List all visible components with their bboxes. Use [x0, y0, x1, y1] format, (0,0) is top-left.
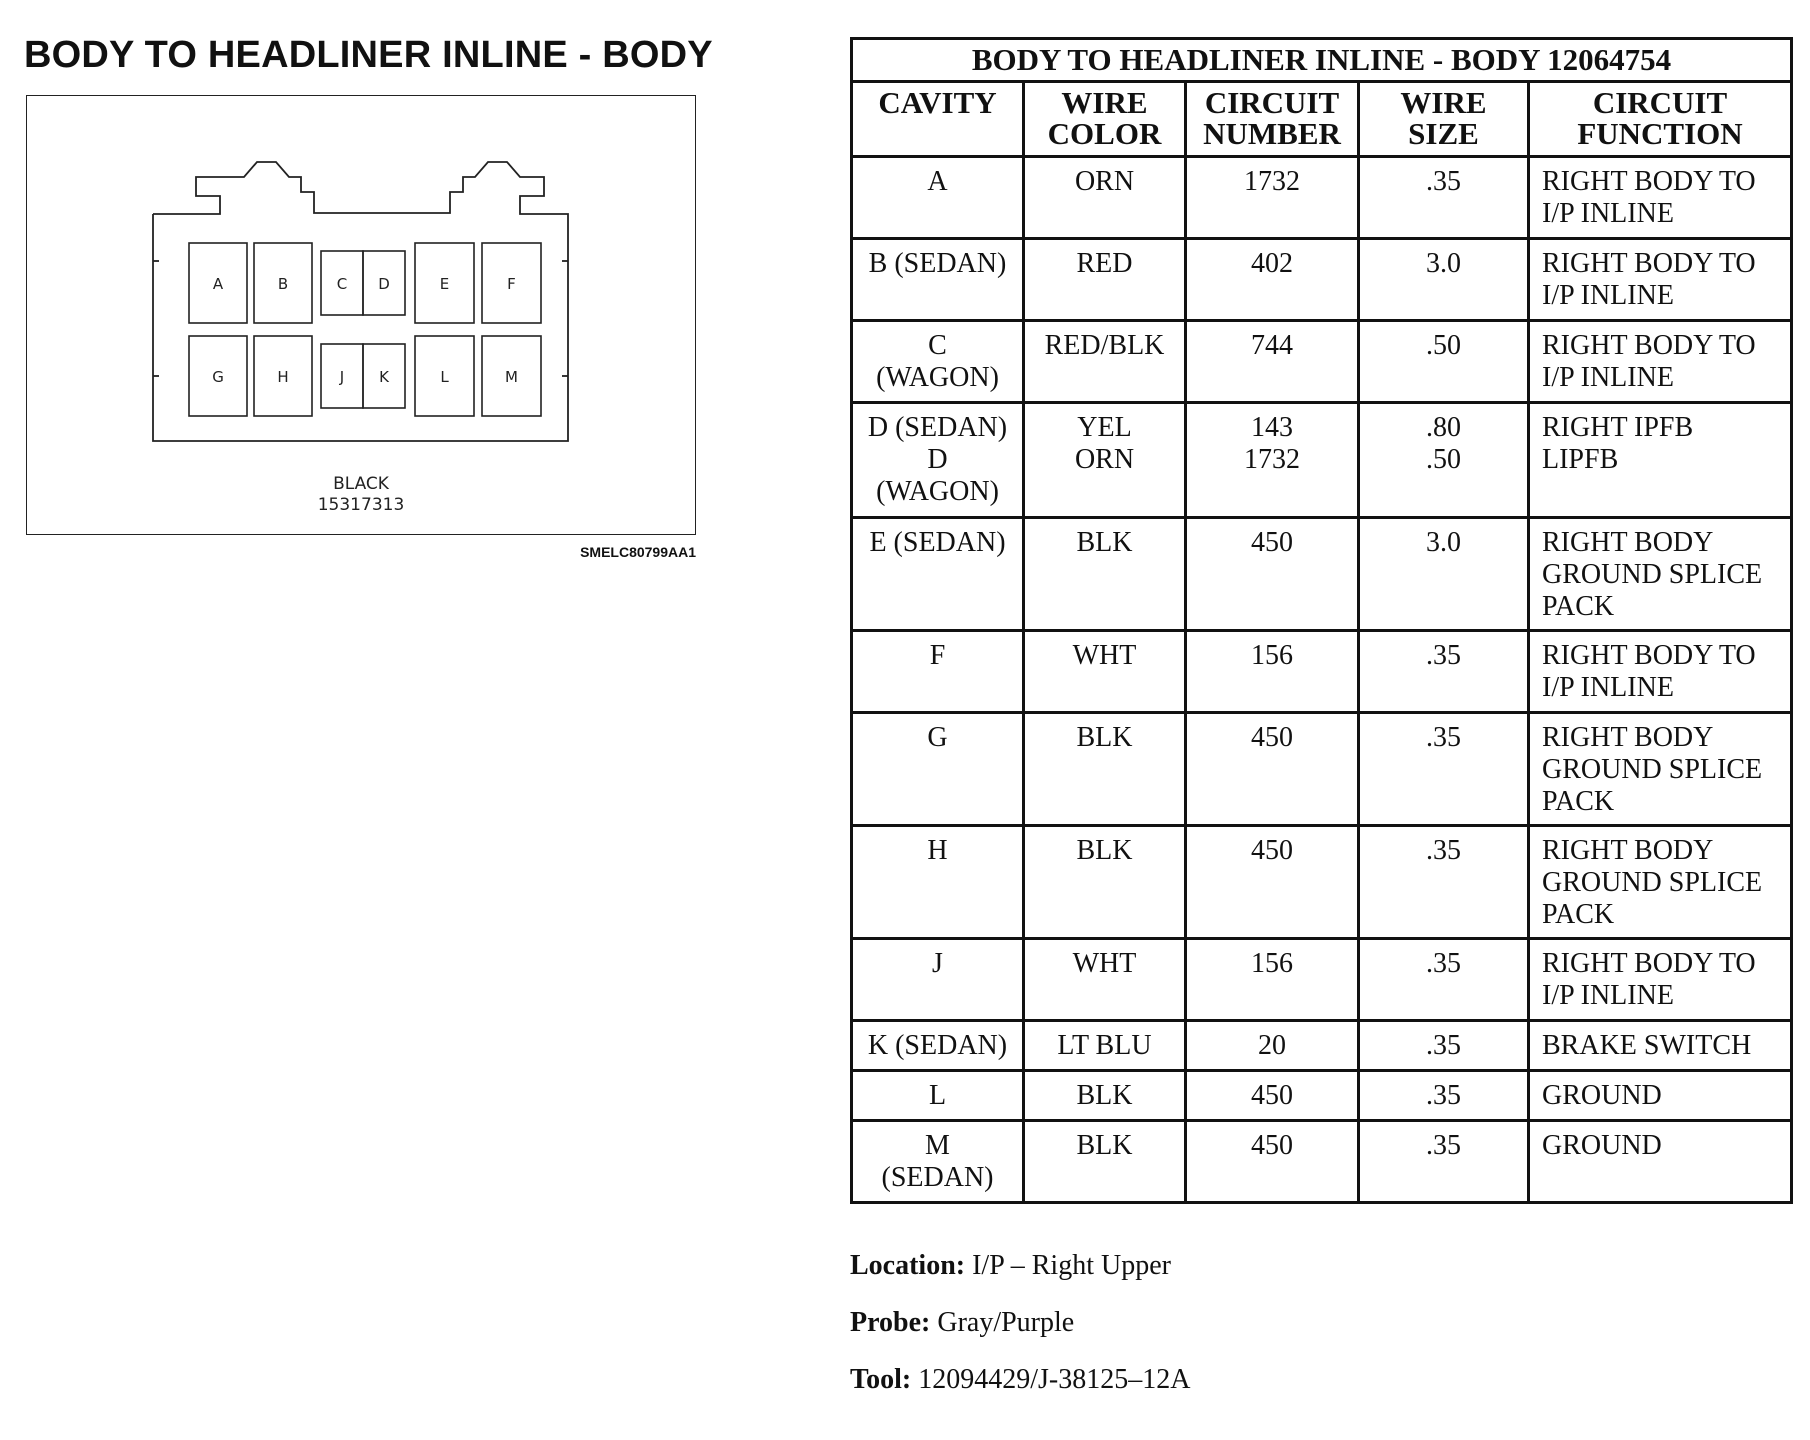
circuit-function-cell: BRAKE SWITCH	[1529, 1021, 1792, 1071]
cavity-label: C	[336, 275, 348, 293]
connector-diagram	[26, 95, 696, 535]
table-row	[852, 1071, 1792, 1121]
cavity-label: L	[440, 368, 449, 386]
circuit-number-cell: 450	[1186, 713, 1359, 826]
table-row	[852, 713, 1792, 826]
circuit-number-cell: 156	[1186, 631, 1359, 713]
circuit-number-cell: 402	[1186, 239, 1359, 321]
table-row	[852, 1021, 1792, 1071]
table-row	[852, 1121, 1792, 1203]
connector-part-number: 15317313	[317, 495, 405, 515]
wire-size-cell: .35	[1359, 157, 1529, 239]
cavity-label: D	[378, 275, 390, 293]
cavity-cell: B (SEDAN)	[852, 239, 1024, 321]
wire-color-cell: YEL ORN	[1024, 403, 1186, 518]
location-note: Location: I/P – Right Upper	[850, 1250, 1171, 1281]
wire-size-cell: .50	[1359, 321, 1529, 403]
table-row	[852, 631, 1792, 713]
circuit-function-cell: RIGHT BODY TO I/P INLINE	[1529, 631, 1792, 713]
circuit-number-cell: 744	[1186, 321, 1359, 403]
table-row	[852, 321, 1792, 403]
wire-size-cell: .35	[1359, 1021, 1529, 1071]
table-row	[852, 518, 1792, 631]
circuit-number-cell: 156	[1186, 939, 1359, 1021]
circuit-number-cell: 450	[1186, 826, 1359, 939]
wire-size-cell: .35	[1359, 713, 1529, 826]
wire-color-cell: WHT	[1024, 939, 1186, 1021]
cavity-label: E	[439, 275, 450, 293]
connector-color-label: BLACK	[333, 474, 389, 494]
wire-color-cell: RED/BLK	[1024, 321, 1186, 403]
wire-size-cell: 3.0	[1359, 239, 1529, 321]
header-wire-size: WIRE SIZE	[1359, 82, 1529, 157]
table-row	[852, 239, 1792, 321]
cavity-cell: H	[852, 826, 1024, 939]
cavity-cell: E (SEDAN)	[852, 518, 1024, 631]
cavity-cell: D (SEDAN) D (WAGON)	[852, 403, 1024, 518]
table-row	[852, 939, 1792, 1021]
table-row	[852, 403, 1792, 518]
circuit-function-cell: RIGHT BODY GROUND SPLICE PACK	[1529, 826, 1792, 939]
wire-color-cell: ORN	[1024, 157, 1186, 239]
wire-size-cell: .35	[1359, 939, 1529, 1021]
wire-size-cell: .35	[1359, 826, 1529, 939]
cavity-cell: M (SEDAN)	[852, 1121, 1024, 1203]
wire-color-cell: BLK	[1024, 1121, 1186, 1203]
cavity-label: M	[505, 368, 518, 386]
cavity-cell: C (WAGON)	[852, 321, 1024, 403]
cavity-label: H	[277, 368, 289, 386]
figure-code: SMELC80799AA1	[580, 544, 696, 560]
cavity-label: K	[379, 368, 389, 386]
circuit-number-cell: 450	[1186, 1121, 1359, 1203]
header-wire-color: WIRE COLOR	[1024, 82, 1186, 157]
wire-color-cell: RED	[1024, 239, 1186, 321]
wire-size-cell: .35	[1359, 1121, 1529, 1203]
cavity-cell: K (SEDAN)	[852, 1021, 1024, 1071]
tool-note: Tool: 12094429/J-38125–12A	[850, 1364, 1191, 1395]
wire-size-cell: .35	[1359, 631, 1529, 713]
cavity-cell: G	[852, 713, 1024, 826]
circuit-function-cell: RIGHT BODY GROUND SPLICE PACK	[1529, 518, 1792, 631]
wire-color-cell: LT BLU	[1024, 1021, 1186, 1071]
wire-color-cell: BLK	[1024, 518, 1186, 631]
cavity-cell: L	[852, 1071, 1024, 1121]
circuit-number-cell: 20	[1186, 1021, 1359, 1071]
circuit-function-cell: RIGHT BODY TO I/P INLINE	[1529, 157, 1792, 239]
table-row	[852, 826, 1792, 939]
circuit-number-cell: 1732	[1186, 157, 1359, 239]
wire-color-cell: BLK	[1024, 826, 1186, 939]
circuit-function-cell: RIGHT BODY TO I/P INLINE	[1529, 239, 1792, 321]
cavity-label: B	[277, 275, 289, 293]
cavity-label: G	[212, 368, 224, 386]
connector-notes	[850, 1250, 1190, 1421]
wire-size-cell: .35	[1359, 1071, 1529, 1121]
circuit-number-cell: 450	[1186, 1071, 1359, 1121]
wire-color-cell: BLK	[1024, 1071, 1186, 1121]
cavity-label: F	[507, 275, 516, 293]
cavity-cell: A	[852, 157, 1024, 239]
cavity-label: J	[339, 368, 345, 386]
wire-size-cell: 3.0	[1359, 518, 1529, 631]
header-circuit-number: CIRCUIT NUMBER	[1186, 82, 1359, 157]
wire-color-cell: BLK	[1024, 713, 1186, 826]
circuit-number-cell: 143 1732	[1186, 403, 1359, 518]
circuit-function-cell: GROUND	[1529, 1121, 1792, 1203]
cavity-cell: J	[852, 939, 1024, 1021]
cavity-cell: F	[852, 631, 1024, 713]
circuit-function-cell: RIGHT BODY GROUND SPLICE PACK	[1529, 713, 1792, 826]
wire-size-cell: .80 .50	[1359, 403, 1529, 518]
wire-color-cell: WHT	[1024, 631, 1186, 713]
probe-note: Probe: Gray/Purple	[850, 1307, 1075, 1338]
connector-face-drawing	[27, 96, 697, 536]
circuit-number-cell: 450	[1186, 518, 1359, 631]
circuit-function-cell: GROUND	[1529, 1071, 1792, 1121]
cavity-label: A	[212, 275, 224, 293]
circuit-function-cell: RIGHT BODY TO I/P INLINE	[1529, 321, 1792, 403]
circuit-function-cell: RIGHT BODY TO I/P INLINE	[1529, 939, 1792, 1021]
table-title: BODY TO HEADLINER INLINE - BODY 12064754	[852, 39, 1792, 82]
header-circuit-function: CIRCUIT FUNCTION	[1529, 82, 1792, 157]
circuit-function-cell: RIGHT IPFB LIPFB	[1529, 403, 1792, 518]
table-row	[852, 157, 1792, 239]
header-cavity: CAVITY	[852, 82, 1024, 157]
diagram-title: BODY TO HEADLINER INLINE - BODY	[24, 34, 713, 76]
pinout-table	[850, 37, 1793, 1204]
